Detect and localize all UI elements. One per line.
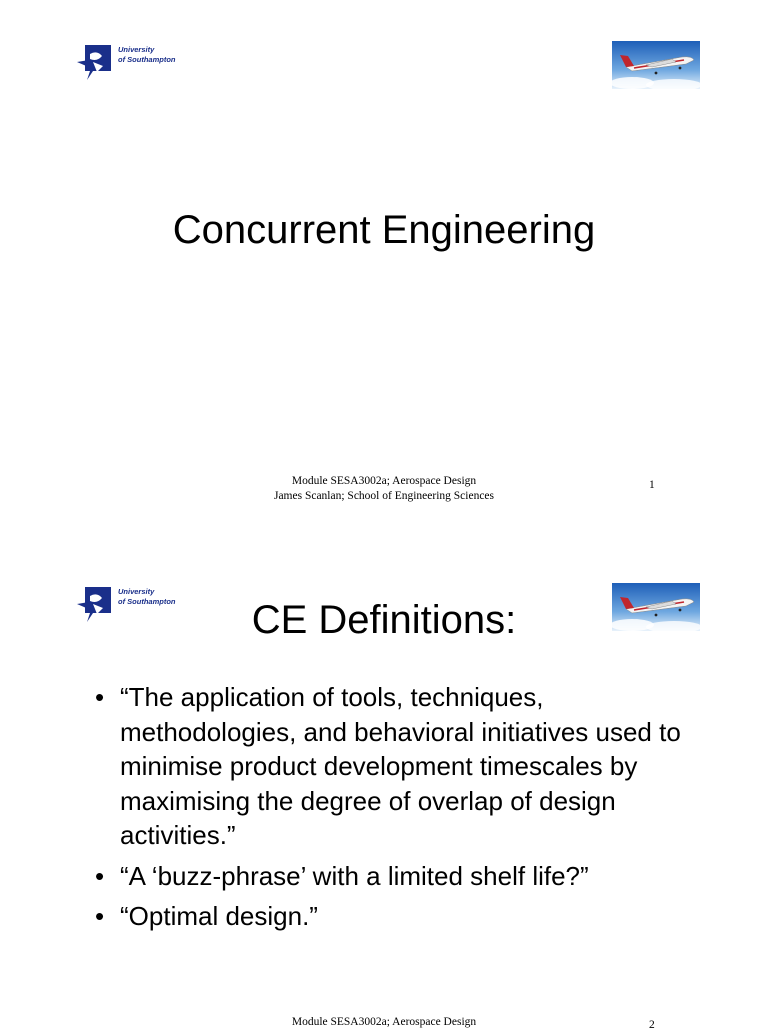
bullet-text: “A ‘buzz-phrase’ with a limited shelf life?” xyxy=(120,860,589,891)
footer-line-1: Module SESA3002a; Aerospace Design xyxy=(291,475,477,487)
list-item xyxy=(95,859,695,894)
aircraft-icon xyxy=(612,41,700,89)
bullet-text: “The application of tools, techniques, methodologies, and behavioral initiatives used to minimise product development timescales by maximising the degree of overlap of design activities.” xyxy=(120,682,681,850)
list-item xyxy=(95,899,695,934)
slide-title: Concurrent Engineering xyxy=(172,208,596,252)
logo-line-2: of Southampton xyxy=(118,54,176,64)
logo-line-1: University xyxy=(118,587,155,596)
footer-line-1: Module SESA3002a; Aerospace Design xyxy=(291,1016,477,1028)
footer-line-2: James Scanlan; School of Engineering Sciences xyxy=(273,490,495,502)
definition-list xyxy=(95,680,695,940)
slide-1 xyxy=(0,0,768,512)
bullet-icon: • xyxy=(95,860,105,891)
slide-title: CE Definitions: xyxy=(251,598,517,642)
bullet-icon: • xyxy=(95,901,105,931)
slide-2 xyxy=(0,540,768,1031)
university-crest-icon xyxy=(77,42,117,82)
bullet-text: “Optimal design.” xyxy=(120,901,318,931)
list-item xyxy=(95,680,695,853)
university-logo xyxy=(77,42,197,84)
page-number: 2 xyxy=(649,1019,655,1031)
logo-line-2: of Southampton xyxy=(118,596,176,606)
page-number: 1 xyxy=(649,479,655,491)
logo-line-1: University xyxy=(118,45,155,54)
aircraft-image xyxy=(612,41,700,89)
bullet-icon: • xyxy=(95,682,105,712)
